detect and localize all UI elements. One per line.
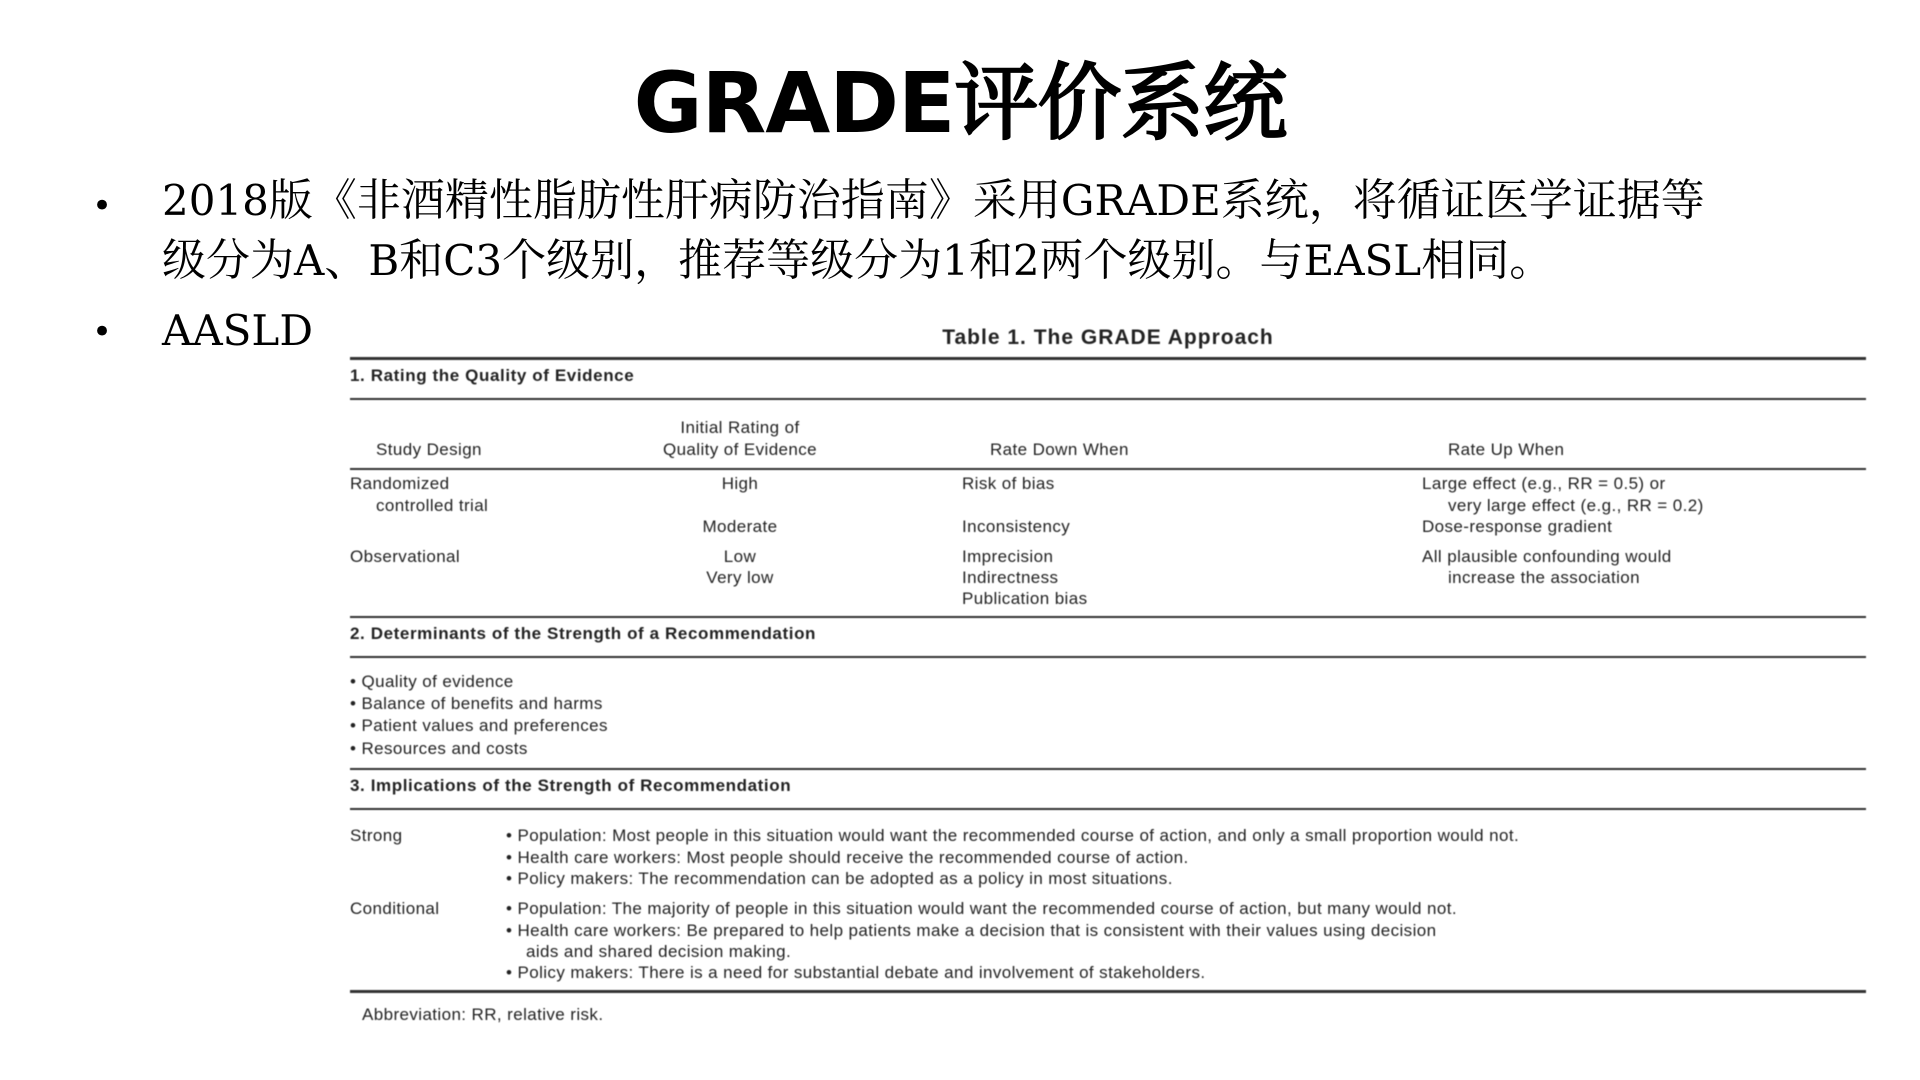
initial-rating-cell: Moderate — [702, 517, 778, 536]
rule — [350, 808, 1866, 810]
section2-heading: 2. Determinants of the Strength of a Recommendation — [350, 624, 817, 643]
bullet-text-line1: 2018版《非酒精性脂肪性肝病防治指南》采用GRADE系统，将循证医学证据等 — [162, 175, 1705, 226]
strong-label: Strong — [350, 826, 403, 845]
rule — [350, 616, 1866, 618]
initial-rating-cell: High — [721, 474, 759, 493]
table-footnote: Abbreviation: RR, relative risk. — [362, 1005, 604, 1024]
col-header-study-design: Study Design — [376, 440, 482, 459]
bullet-text-aasld: AASLD — [162, 306, 313, 355]
rule — [350, 468, 1866, 470]
initial-rating-cell: Very low — [706, 568, 774, 587]
strong-item: • Policy makers: The recommendation can be adopted as a policy in most situations. — [506, 869, 1173, 888]
bullet-marker: • — [92, 186, 113, 226]
rate-up-cell: Dose-response gradient — [1422, 517, 1613, 536]
bullet-text-line2: 级分为A、B和C3个级别，推荐等级分为1和2两个级别。与EASL相同。 — [162, 235, 1554, 286]
conditional-item: • Policy makers: There is a need for substantial debate and involvement of stakeholders. — [506, 963, 1206, 982]
determinant-item: • Balance of benefits and harms — [350, 694, 603, 713]
col-header-rate-down: Rate Down When — [990, 440, 1129, 459]
study-design-cell: Randomized — [350, 474, 450, 493]
rate-down-cell: Indirectness — [962, 568, 1059, 587]
study-design-cell: controlled trial — [376, 496, 489, 515]
section3-heading: 3. Implications of the Strength of Recommendation — [350, 776, 792, 795]
slide-title: GRADE评价系统 — [633, 54, 1287, 152]
grade-table — [350, 322, 1866, 1042]
table-title: Table 1. The GRADE Approach — [942, 326, 1274, 349]
determinant-item: • Resources and costs — [350, 739, 528, 758]
rate-down-cell: Inconsistency — [962, 517, 1071, 536]
rule — [350, 768, 1866, 770]
rate-down-cell: Publication bias — [962, 589, 1088, 608]
determinant-item: • Quality of evidence — [350, 672, 514, 691]
rule — [350, 357, 1866, 360]
rate-down-cell: Risk of bias — [962, 474, 1055, 493]
rate-up-cell: very large effect (e.g., RR = 0.2) — [1448, 496, 1704, 515]
conditional-item: aids and shared decision making. — [526, 942, 792, 961]
conditional-item: • Population: The majority of people in this situation would want the recommended course of action, but many would not. — [506, 899, 1457, 918]
rule — [350, 398, 1866, 400]
section1-heading: 1. Rating the Quality of Evidence — [350, 366, 635, 385]
col-header-initial-rating: Initial Rating of — [680, 418, 800, 437]
col-header-initial-rating-line2: Quality of Evidence — [662, 440, 818, 459]
rate-up-cell: Large effect (e.g., RR = 0.5) or — [1422, 474, 1666, 493]
conditional-item: • Health care workers: Be prepared to help patients make a decision that is consistent with their values using decision — [506, 921, 1437, 940]
rule — [350, 656, 1866, 658]
bullet-marker: • — [92, 312, 113, 352]
rate-down-cell: Imprecision — [962, 547, 1054, 566]
study-design-cell: Observational — [350, 547, 461, 566]
strong-item: • Health care workers: Most people should receive the recommended course of action. — [506, 848, 1189, 867]
rate-up-cell: All plausible confounding would — [1422, 547, 1672, 566]
conditional-label: Conditional — [350, 899, 440, 918]
initial-rating-cell: Low — [723, 547, 757, 566]
rate-up-cell: increase the association — [1448, 568, 1640, 587]
strong-item: • Population: Most people in this situation would want the recommended course of action, and only a small proportion would not. — [506, 826, 1520, 845]
rule — [350, 990, 1866, 993]
determinant-item: • Patient values and preferences — [350, 716, 608, 735]
col-header-rate-up: Rate Up When — [1448, 440, 1565, 459]
